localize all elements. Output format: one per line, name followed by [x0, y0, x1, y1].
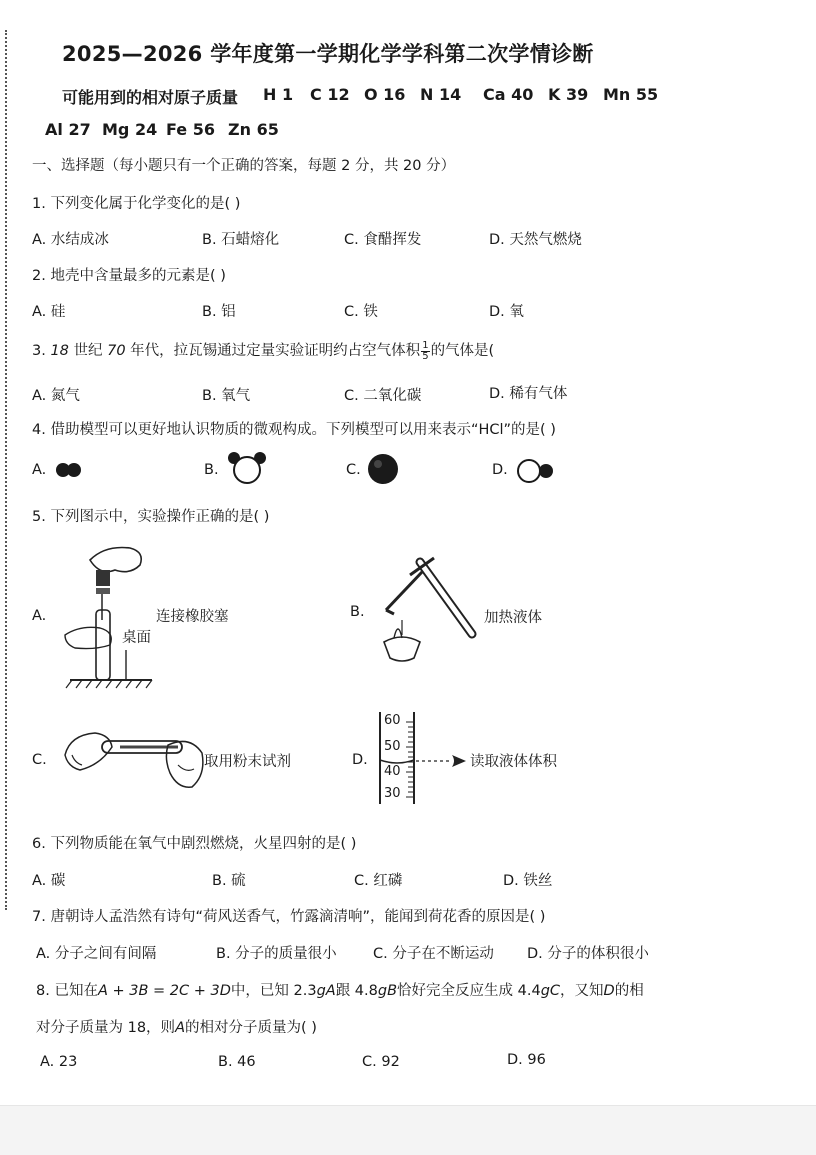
q3-fraction	[421, 341, 429, 362]
q6-option-b: B. 硫	[212, 873, 246, 889]
binding-dotted-line	[5, 30, 7, 910]
q5-scale-50: 50	[384, 739, 401, 754]
q7-option-b: B. 分子的质量很小	[216, 946, 337, 962]
q8-text-5: ，又知	[560, 983, 604, 999]
q4-model-c-icon	[366, 452, 400, 486]
q7-stem: 7. 唐朝诗人孟浩然有诗句“荷风送香气，竹露滴清响”，能闻到荷花香的原因是( )	[32, 909, 546, 925]
q8-text-6: 的相	[614, 983, 644, 999]
q8-var-a: A	[175, 1020, 185, 1036]
q2-option-a: A. 硅	[32, 304, 66, 320]
q5-scale-30: 30	[384, 786, 401, 801]
q2-option-d: D. 氧	[489, 304, 524, 320]
page-title: 2025—2026 学年度第一学期化学学科第二次学情诊断	[62, 42, 594, 66]
q3-option-a: A. 氮气	[32, 388, 80, 404]
q3-text-2: 年代，拉瓦锡通过定量实验证明约占空气体积	[125, 343, 421, 359]
q3-century: 18	[50, 343, 69, 359]
q8-option-b: B. 46	[218, 1054, 256, 1070]
mass-mg: Mg 24	[102, 120, 158, 139]
q8-text-1: 8. 已知在	[36, 983, 98, 999]
q5-scale-60: 60	[384, 713, 401, 728]
q8-stem-line2	[36, 1016, 317, 1037]
q3-option-b: B. 氧气	[202, 388, 251, 404]
q8-equation: A + 3B = 2C + 3D	[97, 983, 231, 999]
section-title: 一、选择题（每小题只有一个正确的答案，每题 2 分，共 20 分）	[32, 158, 456, 174]
q4-option-c: C.	[346, 462, 361, 478]
mass-c: C 12	[310, 85, 350, 104]
mass-al: Al 27	[45, 120, 91, 139]
q8-stem-line1	[36, 979, 644, 1000]
q8-text-7: 对分子质量为 18，则	[36, 1020, 176, 1036]
q8-option-c: C. 92	[362, 1054, 400, 1070]
q4-model-b-icon	[224, 450, 272, 490]
q3-frac-num: 1	[422, 339, 429, 351]
q5-option-d-caption: 读取液体体积	[470, 754, 557, 770]
q3-prefix: 3.	[32, 343, 51, 359]
q8-text-2: 中，已知 2.3	[230, 983, 317, 999]
q5-option-a-caption: 连接橡胶塞	[156, 609, 229, 625]
q7-option-d: D. 分子的体积很小	[527, 946, 649, 962]
q6-option-c: C. 红磷	[354, 873, 403, 889]
q5-take-powder-figure	[60, 725, 210, 805]
q8-mass-a: gA	[316, 983, 336, 999]
q3-frac-den: 5	[422, 350, 429, 362]
q4-stem: 4. 借助模型可以更好地认识物质的微观构成。下列模型可以用来表示“HCl”的是( )	[32, 422, 556, 438]
q8-mass-b: gB	[377, 983, 398, 999]
mass-ca: Ca 40	[483, 85, 534, 104]
mass-o: O 16	[364, 85, 406, 104]
q5-option-b-caption: 加热液体	[484, 610, 542, 626]
q5-option-d-letter: D.	[352, 752, 368, 768]
q8-var-d: D	[603, 983, 615, 999]
q1-stem: 1. 下列变化属于化学变化的是( )	[32, 196, 241, 212]
q6-stem: 6. 下列物质能在氧气中剧烈燃烧，火星四射的是( )	[32, 836, 357, 852]
q2-option-b: B. 铝	[202, 304, 236, 320]
q8-option-d: D. 96	[507, 1052, 546, 1068]
q3-decade: 70	[107, 343, 126, 359]
q2-option-c: C. 铁	[344, 304, 378, 320]
mass-zn: Zn 65	[228, 120, 279, 139]
q7-option-a: A. 分子之间有间隔	[36, 946, 157, 962]
q7-option-c: C. 分子在不断运动	[373, 946, 494, 962]
q1-option-d: D. 天然气燃烧	[489, 232, 582, 248]
q5-option-a-letter: A.	[32, 608, 47, 624]
q4-option-b: B.	[204, 462, 219, 478]
q5-scale-40: 40	[384, 764, 401, 779]
q6-option-d: D. 铁丝	[503, 873, 553, 889]
q6-option-a: A. 碳	[32, 873, 66, 889]
q3-option-c: C. 二氧化碳	[344, 388, 422, 404]
q8-text-4: 恰好完全反应生成 4.4	[397, 983, 541, 999]
q8-text-3: 跟 4.8	[335, 983, 378, 999]
q3-text-3: 的气体是(	[430, 343, 495, 359]
q1-option-a: A. 水结成冰	[32, 232, 109, 248]
q5-option-c-letter: C.	[32, 752, 47, 768]
q4-option-d: D.	[492, 462, 508, 478]
q1-option-c: C. 食醋挥发	[344, 232, 422, 248]
q2-stem: 2. 地壳中含量最多的元素是( )	[32, 268, 226, 284]
q5-heat-liquid-figure	[372, 550, 482, 670]
q8-option-a: A. 23	[40, 1054, 78, 1070]
mass-h: H 1	[263, 85, 294, 104]
q5-connect-stopper-figure	[60, 540, 160, 690]
page-footer-area	[0, 1105, 816, 1155]
q4-model-d-icon	[514, 456, 558, 486]
q3-stem	[32, 339, 494, 362]
q5-stem: 5. 下列图示中，实验操作正确的是( )	[32, 509, 270, 525]
mass-k: K 39	[548, 85, 589, 104]
relative-mass-label: 可能用到的相对原子质量	[62, 88, 239, 107]
q1-option-b: B. 石蜡熔化	[202, 232, 280, 248]
q4-option-a: A.	[32, 462, 47, 478]
mass-mn: Mn 55	[603, 85, 659, 104]
q5-option-a-table-label: 桌面	[122, 630, 151, 646]
q4-model-a-icon	[54, 458, 84, 482]
q3-text-1: 世纪	[68, 343, 108, 359]
q5-option-c-caption: 取用粉末试剂	[204, 754, 291, 770]
q8-mass-c: gC	[540, 983, 561, 999]
mass-fe: Fe 56	[166, 120, 215, 139]
q8-text-8: 的相对分子质量为( )	[184, 1020, 317, 1036]
q5-option-b-letter: B.	[350, 604, 365, 620]
mass-n: N 14	[420, 85, 462, 104]
q3-option-d: D. 稀有气体	[489, 386, 568, 402]
